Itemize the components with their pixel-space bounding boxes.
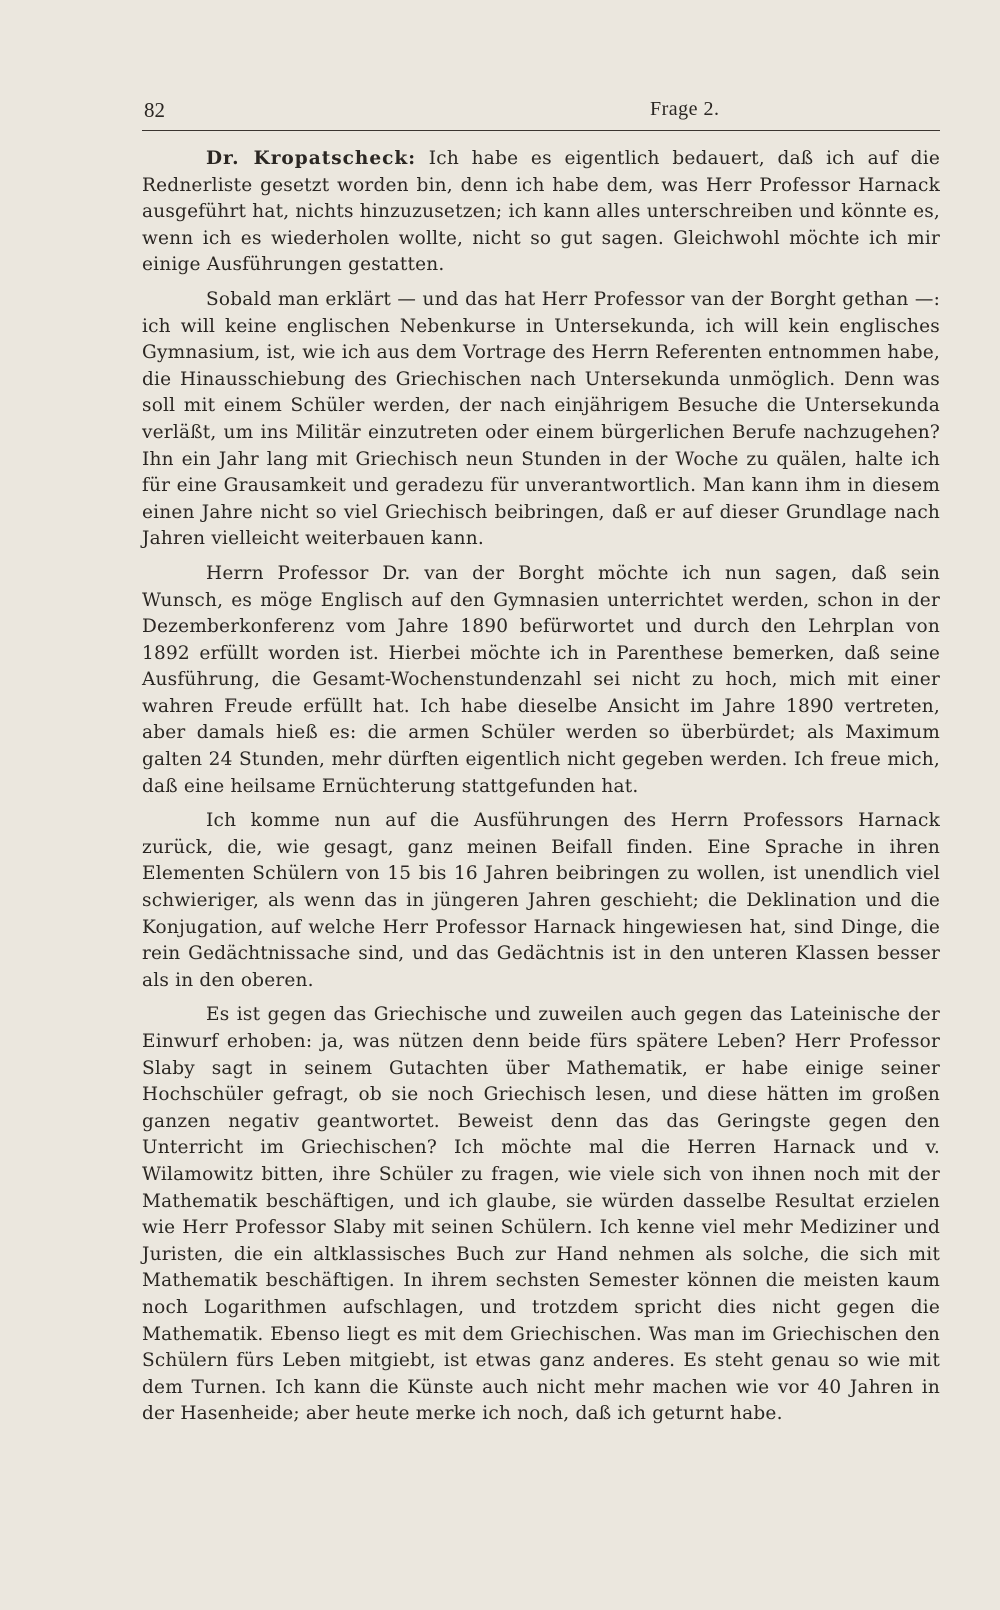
paragraph-text: Sobald man erklärt — und das hat Herr Professor van der Borght gethan —: ich will keine englischen Nebenkurse in Untersekunda, ich will kein englisches Gymnasium, ist, wie ich aus dem Vortrage des Herrn Referenten entnommen habe, die Hinausschiebung des Griechischen nach Untersekunda unmöglich. Denn was soll mit einem Schüler werden, der nach einjährigem Besuche die Untersekunda verläßt, um ins Militär einzutreten oder einem bürgerlichen Berufe nachzugehen? Ihn ein Jahr lang mit Griechisch neun Stunden in der Woche zu quälen, halte ich für eine Grausamkeit und geradezu für unverantwortlich. Man kann ihm in diesem einen Jahre nicht so viel Griechisch beibringen, daß er auf dieser Grundlage nach Jahren vielleicht weiterbauen kann. bbox=[142, 288, 940, 550]
paragraph-text: Ich habe es eigentlich bedauert, daß ich auf die Rednerliste gesetzt worden bin, denn ich habe dem, was Herr Professor Harnack ausgeführt hat, nichts hinzuzusetzen; ich kann alles unterschreiben und könnte es, wenn ich es wiederholen wollte, nicht so gut sagen. Gleichwohl möchte ich mir einige Ausführungen gestatten. bbox=[142, 148, 940, 276]
page-header bbox=[142, 96, 940, 131]
page-number: 82 bbox=[144, 98, 165, 122]
paragraph-text: Es ist gegen das Griechische und zuweilen auch gegen das Lateinische der Einwurf erhoben: ja, was nützen denn beide fürs spätere Leben? Herr Professor Slaby sagt in seinem Gutachten über Mathematik, er habe einige seiner Hochschüler gefragt, ob sie noch Griechisch lesen, und diese hätten im großen ganzen negativ geantwortet. Beweist denn das das Geringste gegen den Unterricht im Griechischen? Ich möchte mal die Herren Harnack und v. Wilamowitz bitten, ihre Schüler zu fragen, wie viele sich von ihnen noch mit der Mathematik beschäftigen, und ich glaube, sie würden dasselbe Resultat erzielen wie Herr Professor Slaby mit seinen Schülern. Ich kenne viel mehr Mediziner und Juristen, die ein altklassisches Buch zur Hand nehmen als solche, die sich mit Mathematik beschäftigen. In ihrem sechsten Semester können die meisten kaum noch Logarithmen aufschlagen, und trotzdem spricht dies nicht gegen die Mathematik. Ebenso liegt es mit dem Griechischen. Was man im Griechischen den Schülern fürs Leben mitgiebt, ist etwas ganz anderes. Es steht genau so wie mit dem Turnen. Ich kann die Künste auch nicht mehr machen wie vor 40 Jahren in der Hasenheide; aber heute merke ich noch, daß ich geturnt habe. bbox=[142, 1004, 940, 1425]
speaker-name: Dr. Kropatscheck: bbox=[206, 148, 417, 169]
paragraph bbox=[142, 1002, 940, 1428]
paragraph bbox=[142, 808, 940, 994]
paragraph bbox=[142, 287, 940, 553]
running-head: Frage 2. bbox=[650, 98, 720, 120]
paragraph bbox=[142, 146, 940, 279]
paragraph bbox=[142, 561, 940, 800]
paragraph-text: Ich komme nun auf die Ausführungen des Herrn Professors Harnack zurück, die, wie gesagt, ganz meinen Beifall finden. Eine Sprache in ihren Elementen Schülern von 15 bis 16 Jahren beibringen zu wollen, ist unendlich viel schwieriger, als wenn das in jüngeren Jahren geschieht; die Deklination und die Konjugation, auf welche Herr Professor Harnack hingewiesen hat, sind Dinge, die rein Gedächtnissache sind, und das Gedächtnis ist in den unteren Klassen besser als in den oberen. bbox=[142, 810, 940, 991]
paragraph-text: Herrn Professor Dr. van der Borght möchte ich nun sagen, daß sein Wunsch, es möge Englisch auf den Gymnasien unterrichtet werden, schon in der Dezemberkonferenz vom Jahre 1890 befürwortet und durch den Lehrplan von 1892 erfüllt worden ist. Hierbei möchte ich in Parenthese bemerken, daß seine Ausführung, die Gesamt-Wochenstundenzahl sei nicht zu hoch, mich mit einer wahren Freude erfüllt hat. Ich habe dieselbe Ansicht im Jahre 1890 vertreten, aber damals hieß es: die armen Schüler werden so überbürdet; als Maximum galten 24 Stunden, mehr dürften eigentlich nicht gegeben werden. Ich freue mich, daß eine heilsame Ernüchterung stattgefunden hat. bbox=[142, 562, 940, 797]
body-text bbox=[142, 146, 940, 1436]
